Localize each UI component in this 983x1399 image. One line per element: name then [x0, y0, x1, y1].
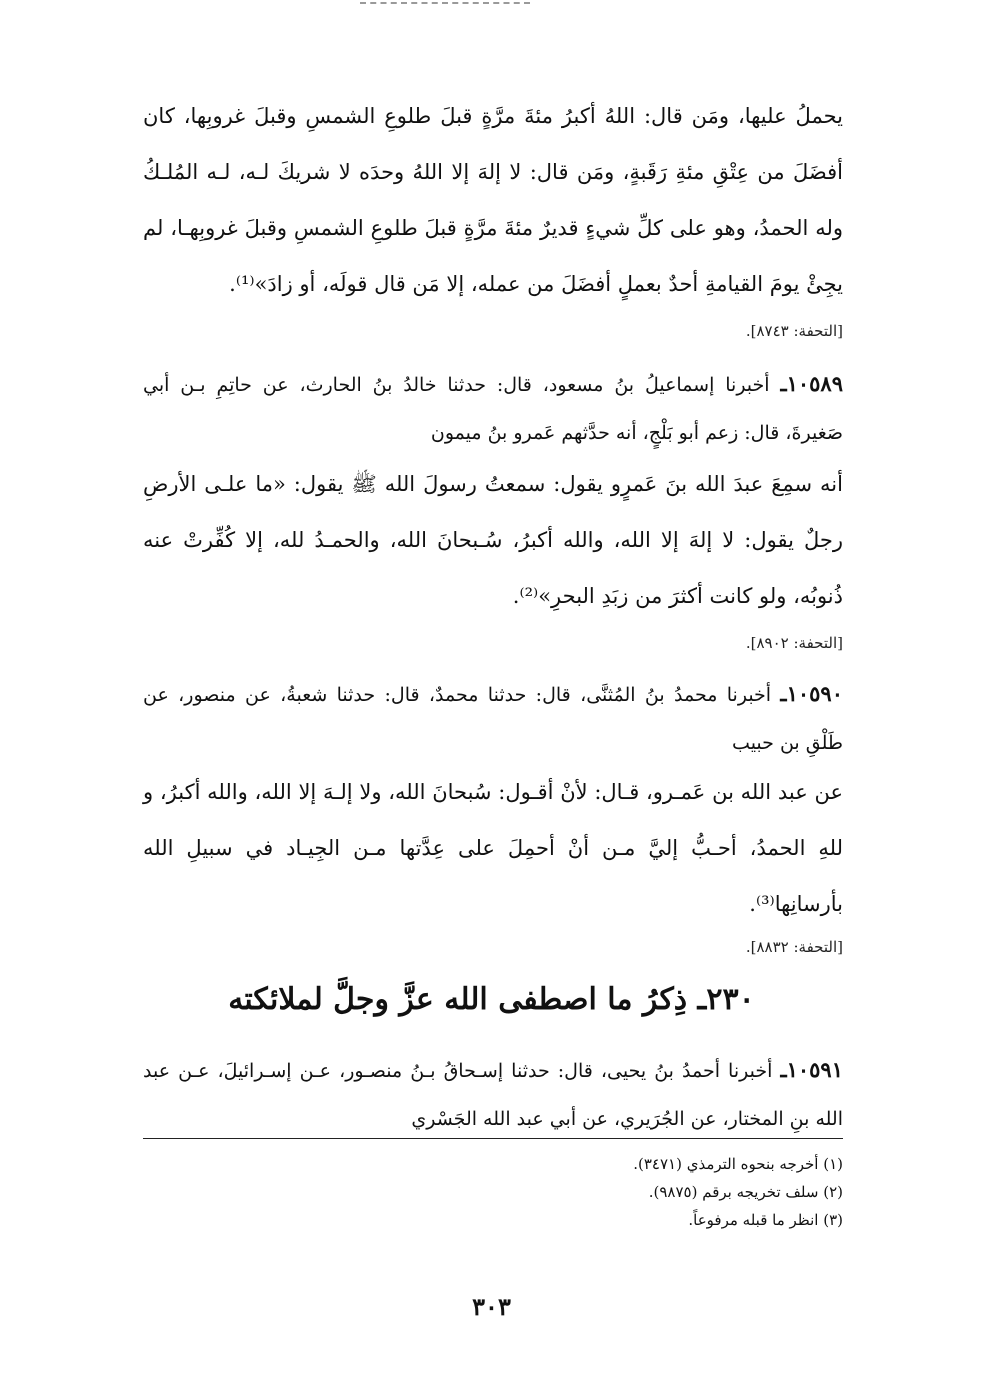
tuhfa-reference-2: [التحفة: ٨٩٠٢].	[745, 634, 843, 652]
hadith-number: ١٠٥٩١ـ	[780, 1057, 843, 1082]
hadith-10590-isnad	[143, 670, 843, 767]
hadith-10591-isnad	[143, 1046, 843, 1143]
paragraph-continuation	[143, 88, 843, 312]
section-title: ٢٣٠ـ ذِكرُ ما اصطفى الله عزَّ وجلَّ لملائكته	[228, 982, 755, 1017]
tuhfa-reference-3: [التحفة: ٨٨٣٢].	[745, 938, 843, 956]
paragraph-text: يحملُ عليها، ومَن قال: اللهُ أكبرُ مئةَ مرَّةٍ قبلَ طلوعِ الشمسِ وقبلَ غروبِها، كان أفضَلَ من عِتْقِ مئةِ رَقَبةٍ، ومَن قال: لا إلهَ إلا اللهُ وحدَه لا شريكَ لـه، لـه المُلـكُ وله الحمدُ، وهو على كلِّ شيءٍ قديرٌ مئةَ مرَّةٍ قبلَ طلوعِ الشمسِ وقبلَ غروبِهـا، لم يجِئْ يومَ القيامةِ أحدٌ بعملٍ أفضَلَ من عمله، إلا مَن قال قولَه، أو زادَ»⁽¹⁾.	[143, 104, 843, 296]
hadith-number: ١٠٥٨٩ـ	[780, 371, 843, 396]
footnote-item: (٢) سلف تخريجه برقم (٩٨٧٥).	[648, 1183, 843, 1201]
footnote-item: (٣) انظر ما قبله مرفوعاً.	[688, 1211, 843, 1229]
footnotes-list	[143, 1150, 843, 1234]
isnad-text: أخبرنا محمدُ بنُ المُثنَّى، قال: حدثنا محمدٌ، قال: حدثنا شعبةُ، عن منصور، عن طَلْقِ بن حبيب	[143, 684, 843, 754]
top-decorative-rule	[360, 2, 530, 4]
hadith-10589-matn	[143, 456, 843, 624]
isnad-text: أخبرنا أحمدُ بنُ يحيى، قال: حدثنا إسـحاقُ بـنُ منصـور، عـن إسـرائيلَ، عـن عبد الله بنِ المختار، عن الجُرَيري، عن أبي عبد الله الجَسْري	[143, 1060, 843, 1130]
page-number: ٣٠٣	[472, 1292, 511, 1321]
matn-text: عن عبد الله بن عَمـرو، قـال: لأنْ أقـول: سُبحانَ الله، ولا إلـهَ إلا الله، والله أكبرُ، و للهِ الحمدُ، أحـبُّ إليَّ مـن أنْ أحمِلَ على عِدَّتها مـن الجِيـاد في سبيلِ الله بأرسانِها⁽³⁾.	[143, 780, 843, 916]
footnote-item: (١) أخرجه بنحوه الترمذي (٣٤٧١).	[633, 1155, 843, 1173]
hadith-10589-isnad	[143, 360, 843, 457]
matn-text: أنه سمِعَ عبدَ الله بنَ عَمرٍو يقول: سمعتُ رسولَ الله ﷺ يقول: «ما علـى الأرضِ رجلٌ يقول: لا إلهَ إلا الله، والله أكبرُ، سُـبحانَ الله، والحمـدُ لله، إلا كُفِّرتْ عنه ذُنوبُه، ولو كانت أكثرَ من زبَدِ البحرِ»⁽²⁾.	[143, 472, 843, 608]
footnote-divider	[143, 1138, 843, 1139]
isnad-text: أخبرنا إسماعيلُ بنُ مسعود، قال: حدثنا خالدُ بنُ الحارث، عن حاتِمِ بـن أبي صَغيرةَ، قال: زعم أبو بَلْجٍ، أنه حدَّثهم عَمرو بنُ ميمون	[143, 374, 843, 444]
hadith-10590-matn	[143, 764, 843, 932]
tuhfa-reference-1: [التحفة: ٨٧٤٣].	[745, 322, 843, 340]
hadith-number: ١٠٥٩٠ـ	[780, 681, 843, 706]
